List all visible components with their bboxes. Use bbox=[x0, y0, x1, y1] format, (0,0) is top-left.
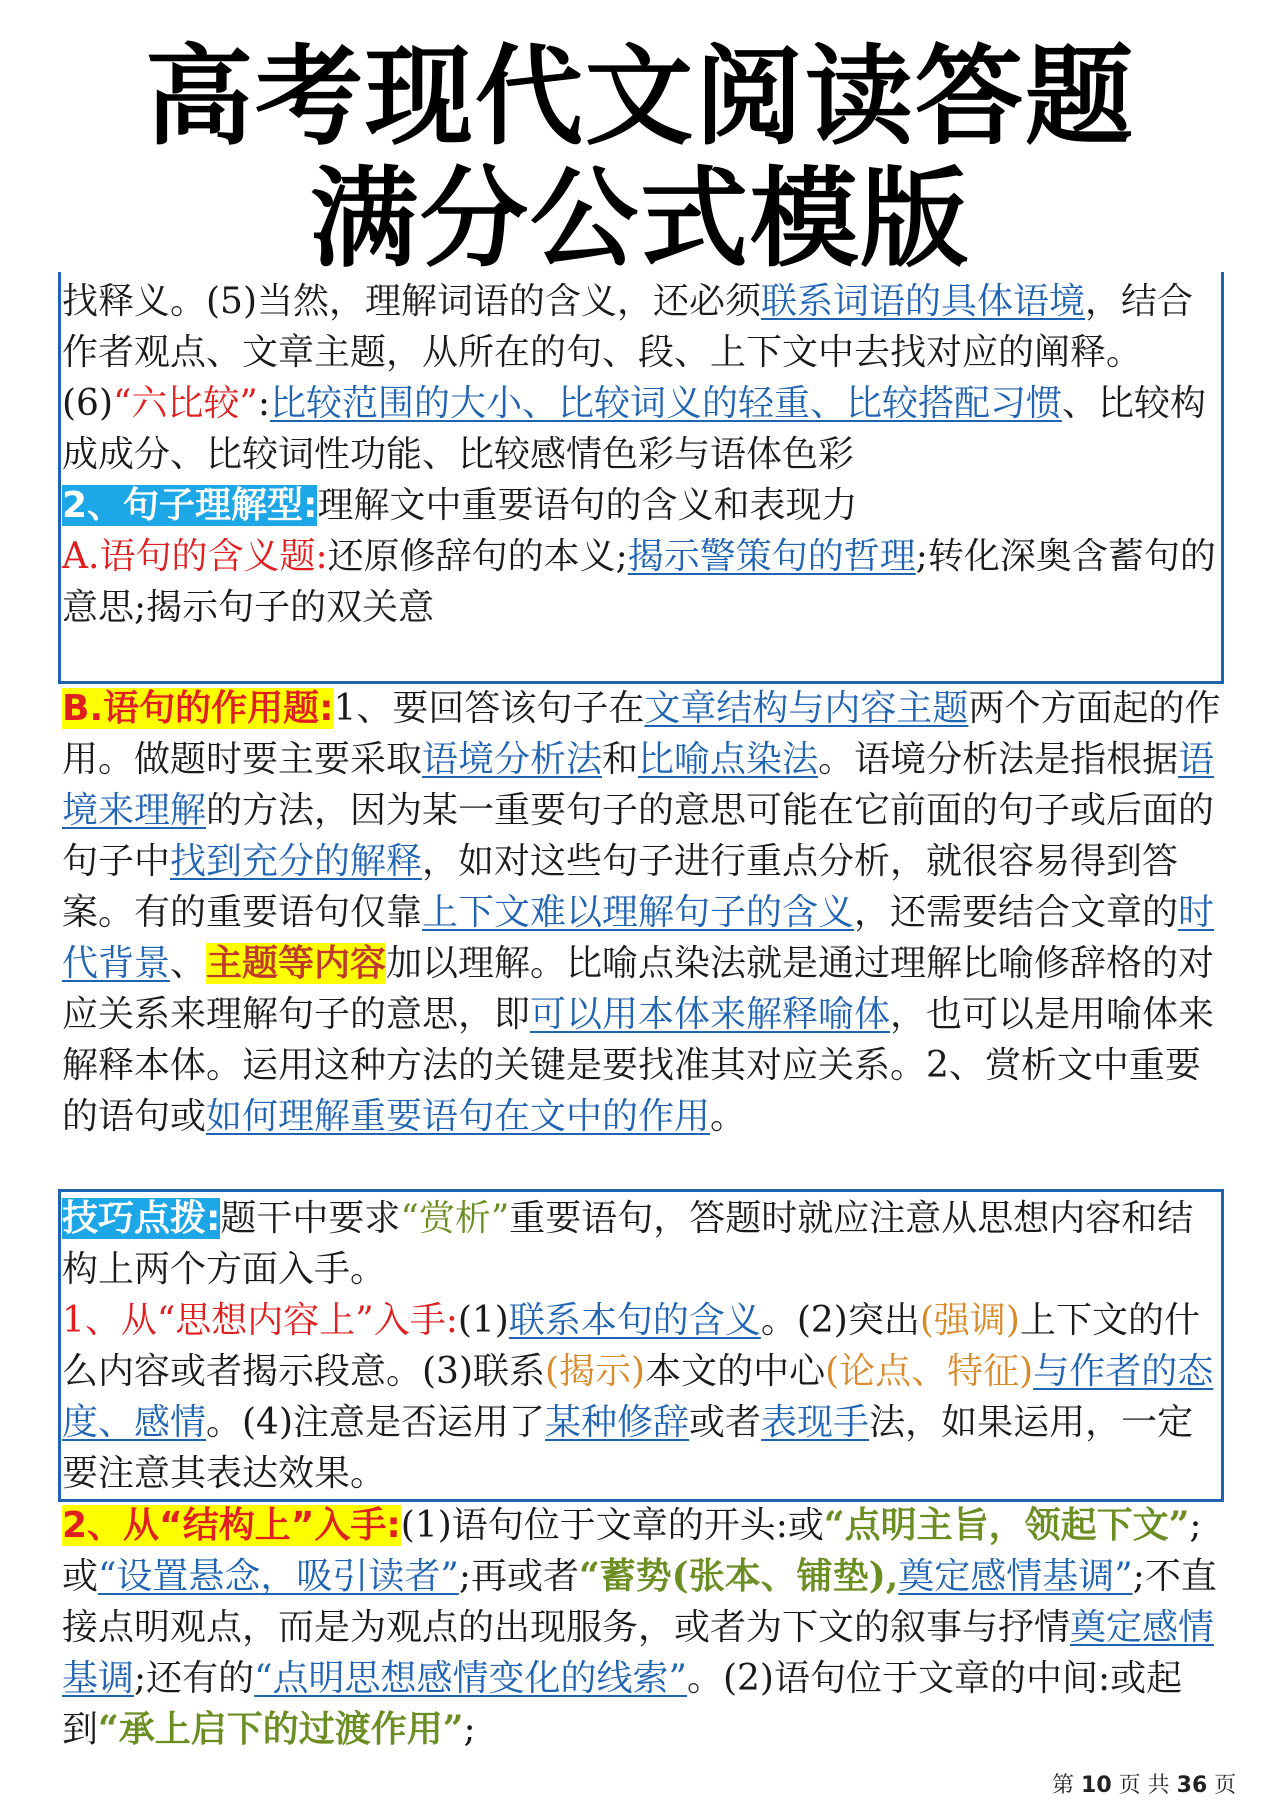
text-span: ;或 bbox=[62, 1505, 1202, 1597]
paragraph-tips bbox=[62, 1193, 1222, 1499]
text-span: 或者 bbox=[689, 1402, 762, 1443]
underlined-text: 奠定感情基调 bbox=[62, 1607, 1215, 1699]
text-span: 法，如果运用，一定要注意其表达效果。 bbox=[62, 1402, 1194, 1494]
text-span: (1) bbox=[457, 1300, 509, 1341]
underlined-text: 语境来理解 bbox=[62, 739, 1215, 831]
text-span: ;转化深奥含蓄句的意思;揭示句子的双关意 bbox=[62, 536, 1216, 628]
text-span: 找释义。(5)当然，理解词语的含义，还必须 bbox=[62, 281, 761, 322]
text-span: 。语境分析法是指根据 bbox=[818, 739, 1179, 780]
total-page-number: 36 bbox=[1176, 1773, 1208, 1798]
footer-text: 页 共 bbox=[1118, 1773, 1170, 1798]
underlined-text: 联系本句的含义 bbox=[508, 1300, 761, 1341]
text-span: 本文的中心 bbox=[645, 1351, 826, 1392]
green-text: “蓄势(张本、铺垫), bbox=[578, 1555, 899, 1597]
text-span: 加以理解。比喻点染法就是通过理解比喻修辞格的对应关系来理解句子的意思，即 bbox=[62, 943, 1215, 1035]
text-span: (1)语句位于文章的开头:或 bbox=[400, 1505, 824, 1546]
text-span: ;不直接点明观点，而是为观点的出现服务，或者为下文的叙事与抒情 bbox=[62, 1556, 1217, 1648]
text-span: ，还需要结合文章的 bbox=[854, 892, 1179, 933]
orange-text: (强调) bbox=[919, 1300, 1020, 1341]
green-text: “点明主旨，领起下文” bbox=[823, 1504, 1190, 1546]
underlined-text: 比喻点染法 bbox=[638, 739, 819, 780]
text-span: ，也可以是用喻体来解释本体。运用这种方法的关键是要找准其对应关系。2、赏析文中重要的语句或 bbox=[62, 994, 1215, 1137]
text-span: 。(4)注意是否运用了 bbox=[206, 1402, 546, 1443]
text-span: 、比较构成成分、比较词性功能、比较感情色彩与语体色彩 bbox=[62, 383, 1206, 475]
underlined-text: 与作者的态度、感情 bbox=[62, 1351, 1214, 1443]
underlined-text: 文章结构与内容主题 bbox=[644, 688, 969, 729]
subheading-content: 1、从“思想内容上”入手: bbox=[62, 1300, 458, 1341]
paragraph-word-and-sentence bbox=[62, 276, 1222, 633]
footer-text: 页 bbox=[1214, 1773, 1237, 1798]
underlined-text: 表现手 bbox=[761, 1402, 870, 1443]
underlined-text: 奠定感情基调” bbox=[898, 1556, 1133, 1597]
text-span: ;再或者 bbox=[458, 1556, 579, 1597]
orange-text: (揭示) bbox=[545, 1351, 646, 1392]
red-text: “六比较” bbox=[113, 383, 258, 424]
text-span: ，结合作者观点、文章主题，从所在的句、段、上下文中去找对应的阐释。(6) bbox=[62, 281, 1194, 424]
text-span: ，如对这些句子进行重点分析，就很容易得到答案。有的重要语句仅靠 bbox=[62, 841, 1179, 933]
footer-text: 第 bbox=[1052, 1773, 1075, 1798]
underlined-text: 比较范围的大小、比较词义的轻重、比较搭配习惯 bbox=[269, 383, 1062, 424]
section-heading-sentence-type: 2、句子理解型: bbox=[62, 485, 318, 526]
tips-label: 技巧点拨: bbox=[62, 1198, 221, 1239]
current-page-number: 10 bbox=[1081, 1773, 1112, 1798]
underlined-text: “点明思想感情变化的线索” bbox=[254, 1658, 687, 1699]
green-text: “承上启下的过渡作用” bbox=[98, 1708, 464, 1750]
text-span: 、 bbox=[170, 943, 207, 984]
text-span: 理解文中重要语句的含义和表现力 bbox=[317, 485, 858, 526]
orange-text: (论点、特征) bbox=[825, 1351, 1034, 1392]
page-title-line2: 满分公式模版 bbox=[309, 157, 970, 282]
underlined-text: “设置悬念，吸引读者” bbox=[98, 1556, 459, 1597]
underlined-text: 揭示警策句的哲理 bbox=[627, 536, 916, 577]
underlined-text: 联系词语的具体语境 bbox=[761, 281, 1086, 322]
text-span: 1、要回答该句子在 bbox=[333, 688, 645, 729]
text-span: 还原修辞句的本义; bbox=[327, 536, 628, 577]
underlined-text: 某种修辞 bbox=[545, 1402, 690, 1443]
text-span: ;还有的 bbox=[134, 1658, 255, 1699]
text-span: 题干中要求 bbox=[220, 1198, 401, 1239]
underlined-text: 如何理解重要语句在文中的作用 bbox=[206, 1096, 711, 1137]
text-span: 的方法，因为某一重要句子的意思可能在它前面的句子或后面的句子中 bbox=[62, 790, 1215, 882]
underlined-text: 找到充分的解释 bbox=[170, 841, 423, 882]
text-span: 。(2)突出 bbox=[760, 1300, 920, 1341]
page-number-footer bbox=[1052, 1768, 1236, 1799]
underlined-text: 语境分析法 bbox=[422, 739, 603, 780]
text-span: 和 bbox=[602, 739, 639, 780]
text-span: 两个方面起的作用。做题时要主要采取 bbox=[62, 688, 1221, 780]
subheading-function: B.语句的作用题: bbox=[62, 688, 334, 729]
underlined-text: 上下文难以理解句子的含义 bbox=[422, 892, 855, 933]
text-span: 。(2)语句位于文章的中间:或起到 bbox=[62, 1658, 1183, 1750]
subheading-meaning: A.语句的含义题: bbox=[62, 536, 328, 577]
text-span: 上下文的什么内容或者揭示段意。(3)联系 bbox=[62, 1300, 1200, 1392]
subheading-structure: 2、从“结构上”入手: bbox=[62, 1505, 401, 1546]
underlined-text: 可以用本体来解释喻体 bbox=[530, 994, 891, 1035]
text-span: ; bbox=[463, 1709, 476, 1750]
text-span: 。 bbox=[710, 1096, 747, 1137]
paragraph-structure bbox=[62, 1500, 1222, 1755]
highlighted-text: 主题等内容 bbox=[206, 943, 387, 984]
text-span: : bbox=[257, 383, 270, 424]
paragraph-function bbox=[62, 683, 1222, 1142]
underlined-text: 时代背景 bbox=[62, 892, 1215, 984]
text-span: 重要语句，答题时就应注意从思想内容和结构上两个方面入手。 bbox=[62, 1198, 1194, 1290]
green-text: “赏析” bbox=[400, 1198, 510, 1239]
page-title-line1: 高考现代文阅读答题 bbox=[144, 35, 1135, 160]
